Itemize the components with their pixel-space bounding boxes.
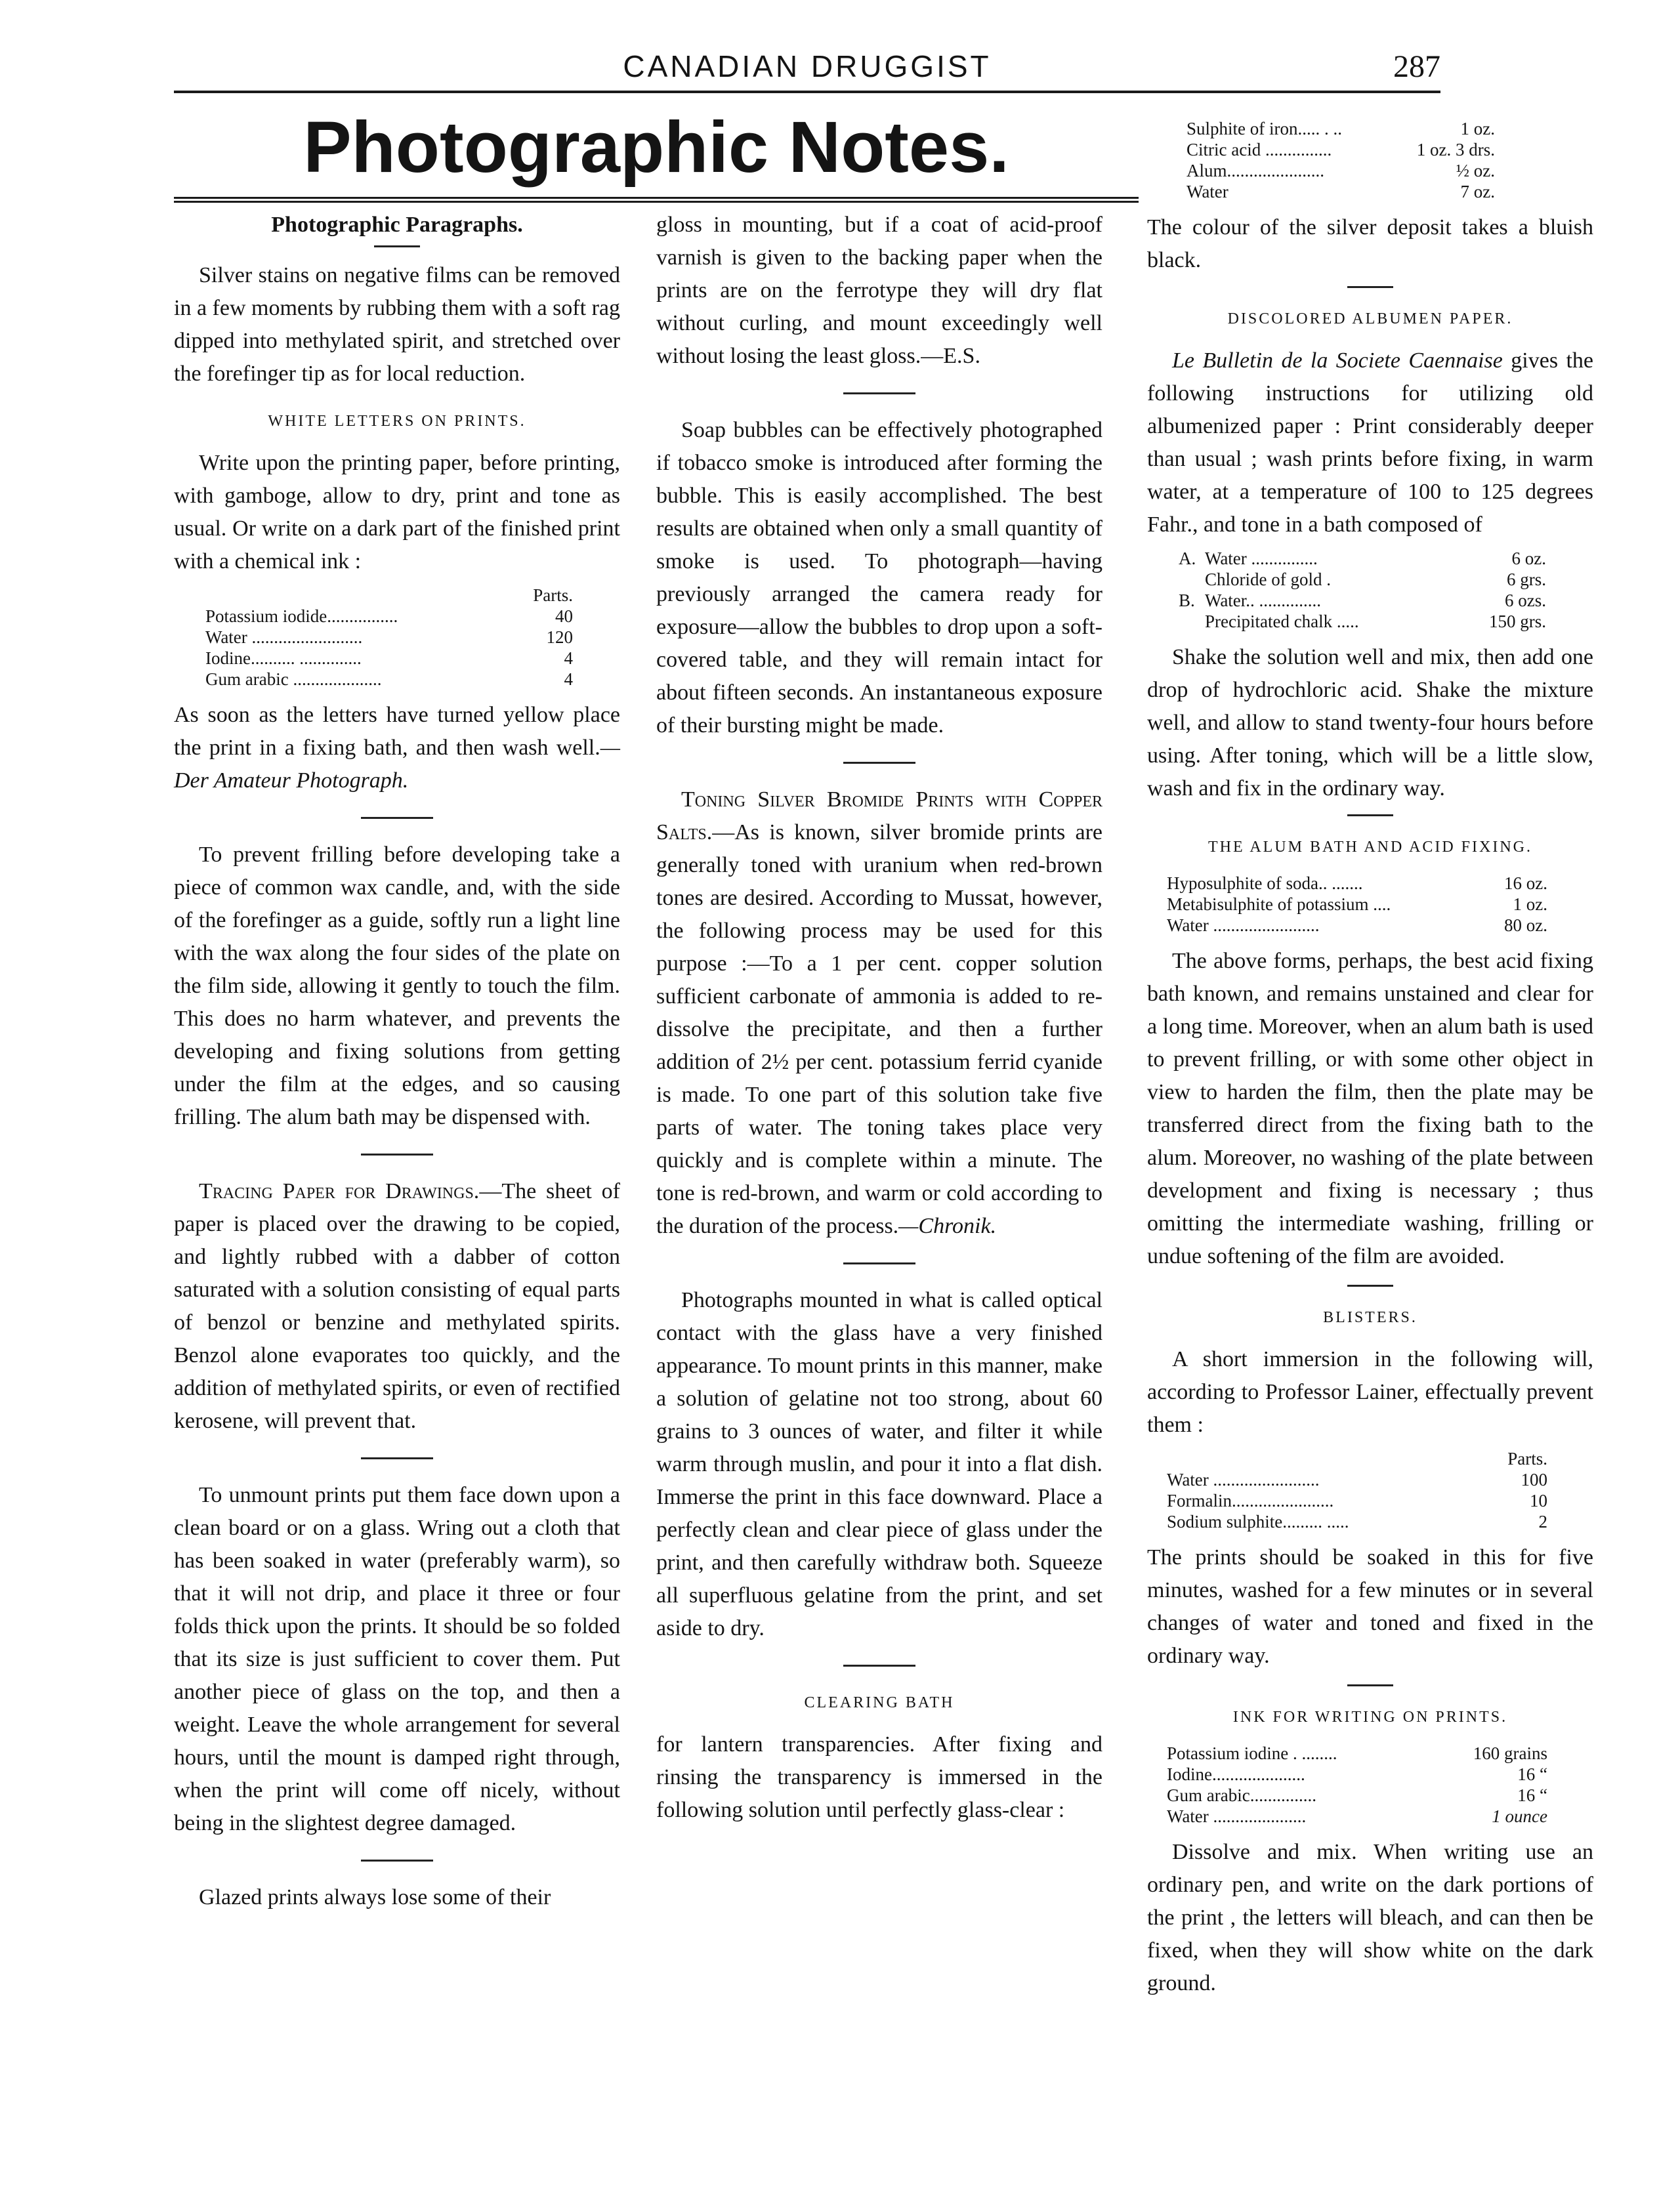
- recipe-row: [1179, 548, 1546, 569]
- ingredient-name: Water: [1186, 182, 1228, 201]
- recipe-row: [1186, 139, 1495, 160]
- run-in-heading: Toning Silver Bromide Prints with Copper Salts.: [656, 787, 1102, 844]
- ingredient-name: Potassium iodide................: [205, 606, 398, 626]
- paragraph: Shake the solution well and mix, then add one drop of hydrochloric acid. Shake the mixture well, and allow to stand twenty-four hours before using. After toning, which will be a little slow, wash and fix in the ordinary way.: [1147, 645, 1593, 801]
- ingredient-qty: 16 “: [1517, 1764, 1547, 1784]
- ingredient-qty: 10: [1530, 1491, 1547, 1510]
- ingredient-name: Citric acid ...............: [1186, 140, 1332, 159]
- ingredient-qty: 1 oz.: [1513, 894, 1547, 914]
- ingredient-name: Water ........................: [1167, 915, 1320, 935]
- ingredient-name: Alum......................: [1186, 161, 1325, 180]
- paragraph: for lantern transparencies. After fixing and rinsing the transparency is immersed in the following solution until perfectly glass-clear :: [656, 1732, 1102, 1822]
- page-title: Photographic Notes.: [303, 107, 1009, 188]
- paragraph-text: —As is known, silver bromide prints are generally toned with uranium when red-brown tones are desired. According to Mussat, however, the following process may be used for this purpose :—To a 1 per cent. copper solution sufficient carbonate of ammonia is added to re-dissolve the precipitate, and then a further addition of 2½ per cent. potassium ferrid cyanide is made. To one part of this solution take five parts of water. The toning takes place very quickly and is complete within a minute. The tone is red-brown, and warm or cold according to the duration of the process.: [656, 820, 1102, 1238]
- recipe-row: [1179, 590, 1546, 611]
- ingredient-name: [1179, 548, 1318, 569]
- paragraph: Soap bubbles can be effectively photographed if tobacco smoke is introduced after forming the bubble. This is easily accomplished. The best results are obtained when only a small quantity of smoke is used. To photograph—having previously arranged the camera ready for exposure—allow the bubbles to drop upon a soft-covered table, and they will remain intact for about fifteen seconds. An instantaneous exposure of their bursting might be made.: [656, 418, 1102, 738]
- ingredient-name: Water .........................: [205, 627, 363, 647]
- recipe-row: [1186, 181, 1495, 202]
- paragraph: Dissolve and mix. When writing use an ordinary pen, and write on the dark portions of the print , the letters will bleach, and can then be fixed, when they will show white on the dark ground.: [1147, 1840, 1593, 1995]
- recipe-table: [1167, 873, 1547, 936]
- source-credit: Le Bulletin de la Societe Caennaise: [1172, 348, 1503, 373]
- ingredient-name: Water ........................: [1167, 1470, 1320, 1489]
- ingredient-qty: 1 oz. 3 drs.: [1416, 140, 1495, 159]
- ingredient-name: Gum arabic...............: [1167, 1785, 1316, 1805]
- ingredient-name: Potassium iodine . ........: [1167, 1743, 1337, 1763]
- divider: [361, 1457, 433, 1459]
- recipe-row: [1167, 1785, 1547, 1806]
- recipe-row: [1179, 569, 1546, 590]
- ingredient-name: Sodium sulphite......... .....: [1167, 1512, 1349, 1531]
- divider: [1347, 814, 1393, 816]
- ingredient-text: Water ...............: [1205, 549, 1318, 568]
- paragraph: Write upon the printing paper, before printing, with gamboge, allow to dry, print and tone as usual. Or write on a dark part of the finished print with a chemical ink :: [174, 451, 620, 573]
- ingredient-name: Formalin.......................: [1167, 1491, 1334, 1510]
- ingredient-name: Gum arabic ....................: [205, 669, 382, 689]
- ingredient-name: [1179, 590, 1321, 611]
- paragraph: Silver stains on negative films can be removed in a few moments by rubbing them with a soft rag dipped into methylated spirit, and stretched over the forefinger tip as for local reduction.: [174, 263, 620, 386]
- recipe-table: [205, 585, 573, 690]
- recipe-row: [1167, 1806, 1547, 1827]
- paragraph: To prevent frilling before developing take a piece of common wax candle, and, with the side of the forefinger as a guide, softly run a light line with the wax along the four sides of the plate on the film side, allowing it gently to touch the film. This does no harm whatever, and prevents the developing and fixing solutions from getting under the film at the edges, and so causing frilling. The alum bath may be dispensed with.: [174, 843, 620, 1129]
- recipe-row: [205, 606, 573, 627]
- ingredient-name: Sulphite of iron..... . ..: [1186, 119, 1342, 138]
- source-credit: —Chronik.: [898, 1214, 997, 1238]
- divider: [1347, 1285, 1393, 1287]
- recipe-row: [1167, 1511, 1547, 1532]
- paragraph: A short immersion in the following will, according to Professor Lainer, effectually prevent them :: [1147, 1347, 1593, 1437]
- running-head: [174, 34, 1440, 93]
- paragraph: The prints should be soaked in this for five minutes, washed for a few minutes or in several changes of water and toned and fixed in the ordinary way.: [1147, 1545, 1593, 1668]
- paragraph: [174, 699, 620, 797]
- title-rule-inner: [174, 201, 1139, 203]
- column-2: [656, 209, 1102, 1827]
- divider: [843, 1262, 915, 1264]
- divider: [843, 392, 915, 394]
- ingredient-qty: 16 oz.: [1504, 873, 1547, 893]
- divider: [843, 1665, 915, 1667]
- recipe-table: [1167, 1448, 1547, 1532]
- ingredient-qty: 100: [1521, 1470, 1547, 1489]
- recipe-row: [1167, 915, 1547, 936]
- section-heading: DISCOLORED ALBUMEN PAPER.: [1227, 310, 1513, 327]
- ingredient-name: Iodine.....................: [1167, 1764, 1305, 1784]
- recipe-parts-label: Parts.: [1507, 1449, 1547, 1468]
- paragraph: [656, 783, 1102, 1243]
- ingredient-text: Water.. ..............: [1205, 591, 1322, 610]
- ingredient-name: Chloride of gold .: [1205, 570, 1331, 589]
- ingredient-name: Iodine.......... ..............: [205, 648, 362, 668]
- recipe-table: [1179, 548, 1546, 632]
- ingredient-name: Hyposulphite of soda.. .......: [1167, 873, 1363, 893]
- paragraph: [174, 1175, 620, 1438]
- ingredient-qty: 80 oz.: [1504, 915, 1547, 935]
- divider: [1347, 1684, 1393, 1686]
- divider: [843, 762, 915, 764]
- recipe-row: [1186, 118, 1495, 139]
- journal-name: CANADIAN DRUGGIST: [623, 49, 992, 83]
- ingredient-qty: 6 ozs.: [1505, 591, 1546, 610]
- ingredient-qty: 4: [564, 669, 573, 689]
- ingredient-qty: 1 oz.: [1460, 119, 1495, 138]
- source-credit: —Der Amateur Photograph.: [174, 736, 620, 793]
- paragraph-text: As soon as the letters have turned yellow place the print in a fixing bath, and then wash well.: [174, 703, 620, 760]
- divider: [361, 1860, 433, 1862]
- ingredient-name: Metabisulphite of potassium ....: [1167, 894, 1391, 914]
- recipe-row: [1167, 1764, 1547, 1785]
- paragraph: gloss in mounting, but if a coat of acid-proof varnish is given to the backing paper when the prints are on the ferrotype they will dry flat without curling, and mount exceedingly well without losing the least gloss.—E.S.: [656, 213, 1102, 368]
- section-heading: BLISTERS.: [1323, 1309, 1418, 1326]
- ingredient-qty: 120: [546, 627, 573, 647]
- recipe-table: [1186, 118, 1495, 202]
- recipe-label: B.: [1179, 591, 1195, 610]
- ingredient-qty: 1 ounce: [1492, 1806, 1547, 1826]
- divider: [361, 817, 433, 819]
- recipe-row: [205, 627, 573, 648]
- recipe-row: [205, 648, 573, 669]
- paragraph: The above forms, perhaps, the best acid fixing bath known, and remains unstained and clear for a long time. Moreover, when an alum bath is used to prevent frilling, or with some other object in view to harden the film, then the plate may be transferred direct from the fixing bath to the alum. Moreover, no washing of the plate between development and fixing is necessary ; thus omitting the intermediate washing, frilling or undue softening of the film are avoided.: [1147, 949, 1593, 1268]
- recipe-row: [1167, 894, 1547, 915]
- ingredient-qty: 7 oz.: [1460, 182, 1495, 201]
- recipe-table: [1167, 1743, 1547, 1827]
- divider: [1347, 286, 1393, 288]
- section-heading: WHITE LETTERS ON PRINTS.: [268, 413, 526, 430]
- paragraph: The colour of the silver deposit takes a bluish black.: [1147, 215, 1593, 272]
- paragraph: Glazed prints always lose some of their: [199, 1885, 551, 1909]
- column-1: [174, 209, 620, 1914]
- ingredient-qty: 160 grains: [1473, 1743, 1547, 1763]
- recipe-row: [1167, 1490, 1547, 1511]
- recipe-row: [1167, 873, 1547, 894]
- title-rule: [174, 197, 1139, 199]
- ingredient-qty: 6 grs.: [1507, 570, 1546, 589]
- recipe-label: A.: [1179, 549, 1196, 568]
- paragraph-text: gives the following instructions for utilizing old albumenized paper : Print considerably deeper than usual ; wash prints before fixing, in warm water, at a temperature of 100 to 125 degrees Fahr., and tone in a bath composed of: [1147, 348, 1593, 537]
- ingredient-qty: ½ oz.: [1456, 161, 1495, 180]
- recipe-parts-label: Parts.: [533, 585, 573, 605]
- section-heading: INK FOR WRITING ON PRINTS.: [1232, 1709, 1508, 1726]
- page-number: 287: [1393, 49, 1440, 84]
- paragraph-text: —The sheet of paper is placed over the drawing to be copied, and lightly rubbed with a dabber of cotton saturated with a solution consisting of equal parts of benzol or benzine and methylated spirits. Benzol alone evaporates too quickly, and the addition of methylated spirits, or even of rectified kerosene, will prevent that.: [174, 1179, 620, 1433]
- ingredient-qty: 40: [555, 606, 573, 626]
- divider: [374, 245, 420, 247]
- divider: [361, 1154, 433, 1156]
- ingredient-qty: 4: [564, 648, 573, 668]
- section-heading: Photographic Paragraphs.: [271, 213, 523, 237]
- run-in-heading: Tracing Paper for Drawings.: [199, 1179, 480, 1203]
- ingredient-qty: 2: [1538, 1512, 1547, 1531]
- ingredient-qty: 16 “: [1517, 1785, 1547, 1805]
- section-heading: THE ALUM BATH AND ACID FIXING.: [1208, 839, 1532, 856]
- section-heading: CLEARING BATH: [804, 1694, 955, 1711]
- recipe-row: [1179, 611, 1546, 632]
- recipe-row: [205, 669, 573, 690]
- paragraph: [1147, 344, 1593, 541]
- ingredient-name: Water .....................: [1167, 1806, 1307, 1826]
- paragraph: Photographs mounted in what is called optical contact with the glass have a very finished appearance. To mount prints in this manner, make a solution of gelatine not too strong, about 60 grains to 3 ounces of water, and filter it while warm through muslin, and pour it into a flat dish. Immerse the print in this face downward. Place a perfectly clean and clear piece of glass under the print, and then carefully withdraw both. Squeeze all superfluous gelatine from the print, and set aside to dry.: [656, 1288, 1102, 1640]
- paragraph: To unmount prints put them face down upon a clean board or on a glass. Wring out a cloth that has been soaked in water (preferably warm), so that it will not drip, and place it three or four folds thick upon the prints. It should be so folded that its size is just sufficient to cover them. Put another piece of glass on the top, and then a weight. Leave the whole arrangement for several hours, until the mount is damped right through, when the print will come off nicely, without being in the slightest degree damaged.: [174, 1483, 620, 1835]
- ingredient-name: Precipitated chalk .....: [1205, 612, 1359, 631]
- ingredient-qty: 6 oz.: [1511, 549, 1546, 568]
- recipe-row: [1167, 1743, 1547, 1764]
- column-3: [1147, 112, 1593, 2000]
- recipe-row: [1186, 160, 1495, 181]
- ingredient-qty: 150 grs.: [1489, 612, 1546, 631]
- recipe-row: [1167, 1469, 1547, 1490]
